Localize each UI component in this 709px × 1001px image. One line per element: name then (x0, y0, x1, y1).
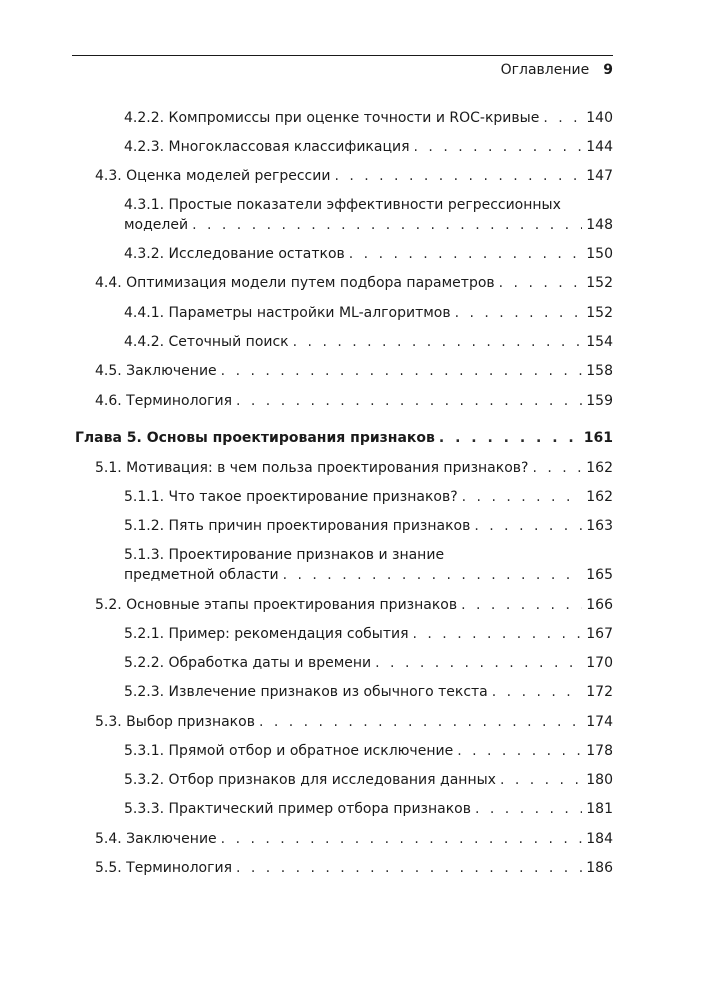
toc-entry-title: 4.4.1. Параметры настройки ML-алгоритмов (124, 305, 451, 321)
toc-entry-4-3-1[interactable] (124, 215, 613, 235)
toc-entry-4-3-2[interactable] (124, 244, 613, 264)
toc-chapter-5[interactable] (75, 428, 613, 448)
toc-entry-title: 4.2.2. Компромиссы при оценке точности и ROC-кривые (124, 110, 540, 126)
toc-entry-page: 174 (586, 714, 613, 730)
toc-entry-5-1-3[interactable] (124, 565, 613, 585)
toc-entry-page: 161 (583, 430, 613, 446)
toc-entry-title: 5.2.3. Извлечение признаков из обычного текста (124, 684, 488, 700)
leader-dots (334, 166, 582, 186)
toc-entry-4-3[interactable] (95, 166, 613, 186)
toc-entry-page: 181 (586, 801, 613, 817)
running-header (72, 60, 613, 80)
header-rule (72, 55, 613, 56)
leader-dots (413, 624, 583, 644)
toc-entry-page: 144 (586, 139, 613, 155)
toc-entry-page: 148 (586, 217, 613, 233)
leader-dots (236, 391, 582, 411)
toc-entry-4-4-2[interactable] (124, 332, 613, 352)
toc-entry-page: 167 (586, 626, 613, 642)
toc-entry-4-2-3[interactable] (124, 137, 613, 157)
toc-entry-5-2-3[interactable] (124, 682, 613, 702)
leader-dots (221, 829, 583, 849)
toc-entry-page: 172 (586, 684, 613, 700)
toc-entry-5-3-2[interactable] (124, 770, 613, 790)
toc-entry-page: 184 (586, 831, 613, 847)
toc-entry-5-4[interactable] (95, 829, 613, 849)
toc-entry-page: 166 (586, 597, 613, 613)
toc-entry-page: 162 (586, 489, 613, 505)
toc-entry-5-2-2[interactable] (124, 653, 613, 673)
toc-entry-title: 5.1.1. Что такое проектирование признаков? (124, 489, 458, 505)
toc-entry-page: 178 (586, 743, 613, 759)
toc-entry-page: 147 (586, 168, 613, 184)
leader-dots (221, 361, 583, 381)
toc-entry-title: 5.2.2. Обработка даты и времени (124, 655, 372, 671)
leader-dots (283, 565, 583, 585)
leader-dots (293, 332, 583, 352)
toc-entry-title: 5.1. Мотивация: в чем польза проектирования признаков? (95, 460, 529, 476)
toc-entry-title: 4.4. Оптимизация модели путем подбора параметров (95, 275, 495, 291)
toc-entry-4-2-2[interactable] (124, 108, 613, 128)
toc-entry-5-1-3-line1: 5.1.3. Проектирование признаков и знание (124, 547, 445, 563)
leader-dots (455, 303, 583, 323)
leader-dots (375, 653, 582, 673)
leader-dots (414, 137, 583, 157)
toc-entry-title: 4.3. Оценка моделей регрессии (95, 168, 331, 184)
leader-dots (492, 682, 583, 702)
header-page-number: 9 (603, 62, 613, 78)
toc-entry-5-1[interactable] (95, 458, 613, 478)
toc-entry-4-4[interactable] (95, 273, 613, 293)
toc-entry-4-5[interactable] (95, 361, 613, 381)
toc-entry-page: 165 (586, 567, 613, 583)
toc-entry-5-1-2[interactable] (124, 516, 613, 536)
leader-dots (474, 516, 582, 536)
leader-dots (457, 741, 582, 761)
toc-entry-title: 4.3.2. Исследование остатков (124, 246, 345, 262)
toc-entry-page: 180 (586, 772, 613, 788)
toc-entry-title: 5.5. Терминология (95, 860, 232, 876)
toc-entry-5-3-1[interactable] (124, 741, 613, 761)
leader-dots (236, 858, 582, 878)
toc-entry-title: моделей (124, 217, 189, 233)
toc-entry-5-1-1[interactable] (124, 487, 613, 507)
leader-dots (543, 108, 582, 128)
toc-entry-title: 4.5. Заключение (95, 363, 217, 379)
toc-entry-title: 5.4. Заключение (95, 831, 217, 847)
toc-entry-5-3[interactable] (95, 712, 613, 732)
toc-entry-title: 4.4.2. Сеточный поиск (124, 334, 289, 350)
toc-entry-page: 150 (586, 246, 613, 262)
leader-dots (192, 215, 582, 235)
leader-dots (349, 244, 582, 264)
toc-entry-5-2-1[interactable] (124, 624, 613, 644)
leader-dots (475, 799, 582, 819)
toc-entry-title: 4.2.3. Многоклассовая классификация (124, 139, 410, 155)
toc-entry-page: 162 (586, 460, 613, 476)
toc-entry-title: 5.2.1. Пример: рекомендация события (124, 626, 409, 642)
toc-entry-5-3-3[interactable] (124, 799, 613, 819)
toc-entry-4-4-1[interactable] (124, 303, 613, 323)
toc-entry-4-6[interactable] (95, 391, 613, 411)
header-section-title: Оглавление (500, 62, 590, 78)
toc-entry-page: 140 (586, 110, 613, 126)
leader-dots (532, 458, 582, 478)
toc-entry-page: 163 (586, 518, 613, 534)
leader-dots (461, 595, 582, 615)
toc-entry-title: 5.1.2. Пять причин проектирования признаков (124, 518, 471, 534)
toc-entry-5-5[interactable] (95, 858, 613, 878)
leader-dots (500, 770, 582, 790)
toc-entry-title: 4.6. Терминология (95, 393, 232, 409)
toc-entry-4-3-1-line1: 4.3.1. Простые показатели эффективности регрессионных (124, 197, 561, 213)
leader-dots (439, 428, 580, 448)
toc-entry-title: 5.3.3. Практический пример отбора признаков (124, 801, 471, 817)
toc-entry-page: 186 (586, 860, 613, 876)
toc-entry-title: 5.3.2. Отбор признаков для исследования данных (124, 772, 496, 788)
toc-entry-title: 5.3.1. Прямой отбор и обратное исключение (124, 743, 454, 759)
toc-entry-title: 5.2. Основные этапы проектирования признаков (95, 597, 458, 613)
toc-chapter-title: Глава 5. Основы проектирования признаков (75, 430, 435, 446)
leader-dots (462, 487, 583, 507)
toc-entry-page: 170 (586, 655, 613, 671)
leader-dots (259, 712, 582, 732)
leader-dots (499, 273, 583, 293)
toc-entry-page: 159 (586, 393, 613, 409)
toc-entry-page: 154 (586, 334, 613, 350)
toc-entry-page: 158 (586, 363, 613, 379)
toc-entry-title: 5.3. Выбор признаков (95, 714, 255, 730)
toc-entry-title: предметной области (124, 567, 279, 583)
toc-entry-page: 152 (586, 275, 613, 291)
toc-entry-5-2[interactable] (95, 595, 613, 615)
toc-entry-page: 152 (586, 305, 613, 321)
